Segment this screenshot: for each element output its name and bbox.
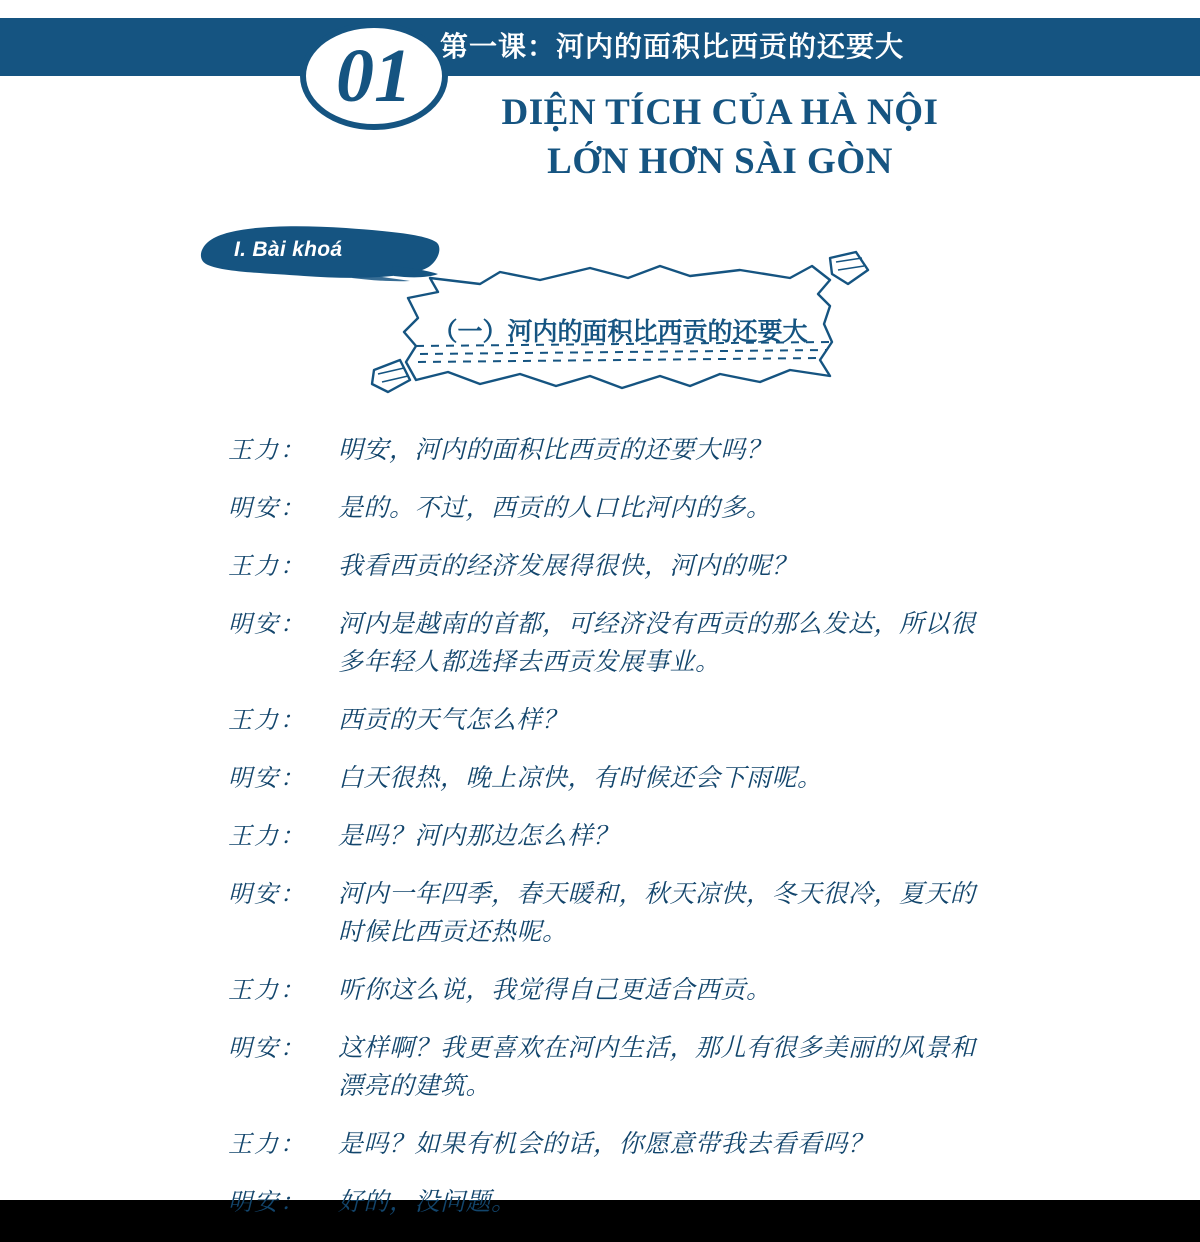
subheading-text: （一）河内的面积比西贡的还要大 (432, 318, 808, 346)
section-label: I. Bài khoá (234, 238, 343, 261)
dialogue-speaker: 王力： (228, 438, 306, 464)
dialogue-speaker: 明安： (228, 882, 306, 908)
lesson-title-vietnamese-line2: LỚN HƠN SÀI GÒN (547, 141, 893, 182)
dialogue-speaker: 明安： (228, 766, 306, 792)
chapter-title-chinese: 第一课：河内的面积比西贡的还要大 (440, 31, 905, 62)
dialogue-text: 河内一年四季，春天暖和，秋天凉快，冬天很冷，夏天的时候比西贡还热呢。 (338, 881, 976, 946)
dialogue-text: 听你这么说，我觉得自己更适合西贡。 (338, 977, 772, 1004)
dialogue-list (0, 432, 1200, 1242)
dialogue-text: 是吗？河内那边怎么样？ (338, 823, 619, 850)
dialogue-speaker: 王力： (228, 708, 306, 734)
dialogue-line (0, 1126, 1200, 1164)
dialogue-speaker: 王力： (228, 1132, 306, 1158)
dialogue-text: 明安，河内的面积比西贡的还要大吗？ (338, 437, 772, 464)
dialogue-speaker: 王力： (228, 978, 306, 1004)
subheading-torn-paper (360, 250, 880, 410)
dialogue-speaker: 王力： (228, 824, 306, 850)
dialogue-line (0, 490, 1200, 528)
dialogue-text: 河内是越南的首都，可经济没有西贡的那么发达，所以很多年轻人都选择去西贡发展事业。 (338, 611, 976, 676)
dialogue-line (0, 432, 1200, 470)
dialogue-text: 西贡的天气怎么样？ (338, 707, 568, 734)
dialogue-text: 是吗？如果有机会的话，你愿意带我去看看吗？ (338, 1131, 874, 1158)
lesson-title-vietnamese (300, 88, 1140, 186)
dialogue-text: 是的。不过，西贡的人口比河内的多。 (338, 495, 772, 522)
dialogue-speaker: 明安： (228, 496, 306, 522)
dialogue-speaker: 王力： (228, 554, 306, 580)
dialogue-text: 好的，没问题。 (338, 1189, 517, 1216)
dialogue-line (0, 606, 1200, 682)
lesson-number: 01 (336, 34, 412, 118)
dialogue-speaker: 明安： (228, 1190, 306, 1216)
dialogue-speaker: 明安： (228, 1036, 306, 1062)
dialogue-speaker: 明安： (228, 612, 306, 638)
dialogue-line (0, 548, 1200, 586)
dialogue-line (0, 1184, 1200, 1222)
dialogue-line (0, 818, 1200, 856)
dialogue-text: 白天很热，晚上凉快，有时候还会下雨呢。 (338, 765, 823, 792)
dialogue-text: 我看西贡的经济发展得很快，河内的呢？ (338, 553, 798, 580)
dialogue-line (0, 876, 1200, 952)
dialogue-line (0, 760, 1200, 798)
dialogue-line (0, 972, 1200, 1010)
dialogue-line (0, 1030, 1200, 1106)
dialogue-line (0, 702, 1200, 740)
dialogue-text: 这样啊？我更喜欢在河内生活，那儿有很多美丽的风景和漂亮的建筑。 (338, 1035, 976, 1100)
lesson-title-vietnamese-line1: DIỆN TÍCH CỦA HÀ NỘI (501, 92, 939, 133)
